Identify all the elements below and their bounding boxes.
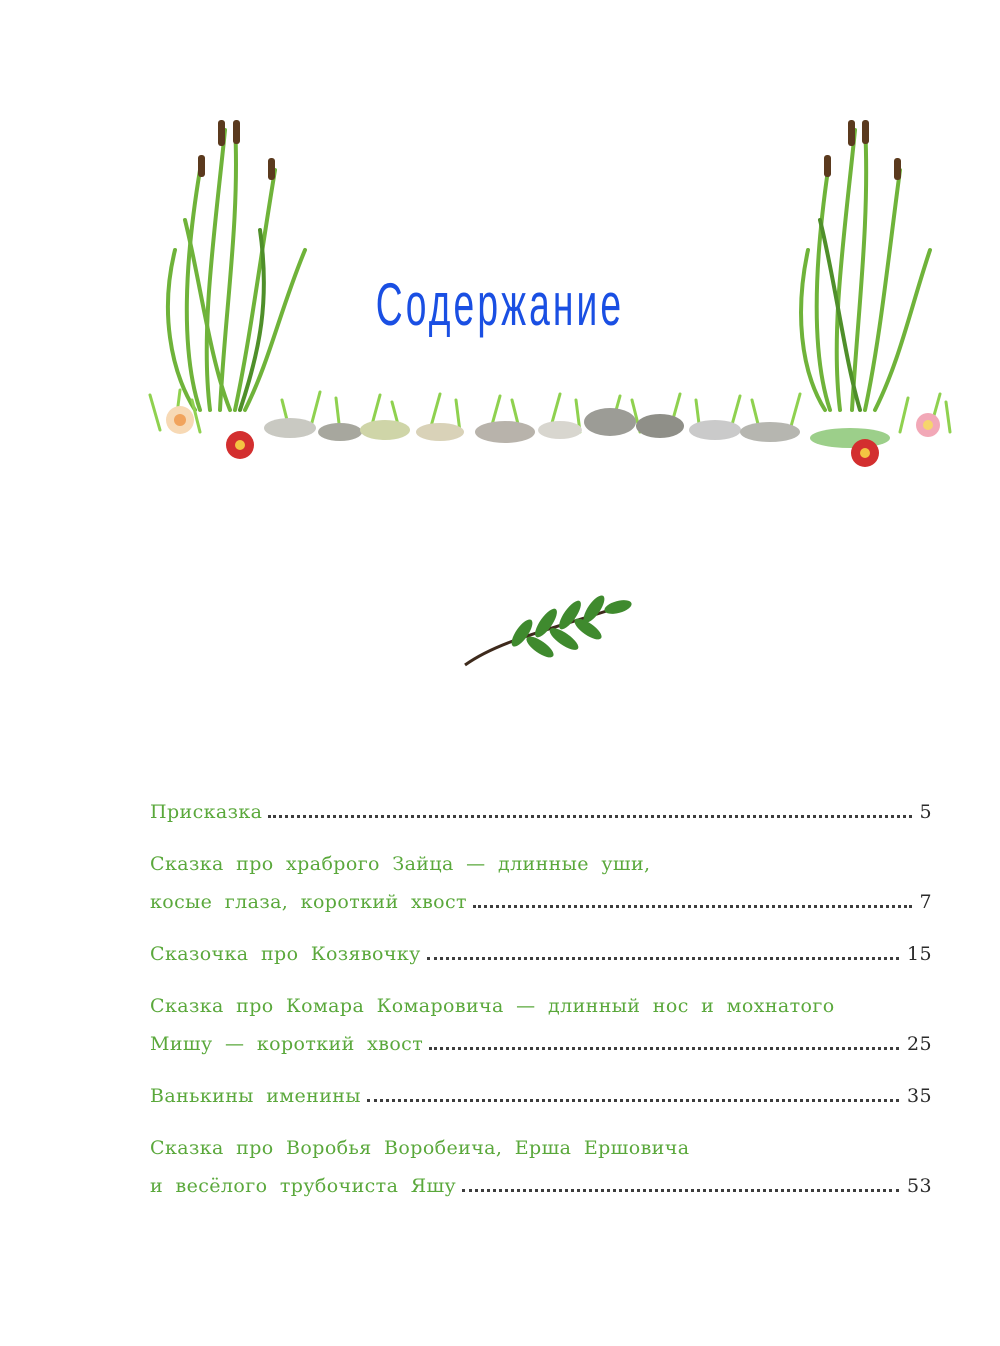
- dot-leader: [427, 956, 899, 960]
- toc-entry-title-continued: косые глаза, короткий хвост: [150, 891, 467, 913]
- left-reeds: [168, 125, 305, 410]
- dot-leader: [473, 904, 912, 908]
- water-lily-flower: [166, 406, 194, 434]
- dot-leader: [429, 1046, 899, 1050]
- toc-entry[interactable]: [150, 800, 932, 824]
- toc-entry-title-continued: и весёлого трубочиста Яшу: [150, 1175, 457, 1197]
- rowan-leaf-ornament: [460, 585, 640, 675]
- toc-page-number: 53: [907, 1175, 932, 1197]
- toc-page-number: 5: [919, 801, 932, 823]
- toc-entry-title: Сказка про храброго Зайца — длинные уши,: [150, 853, 651, 875]
- dot-leader: [367, 1098, 899, 1102]
- toc-entry[interactable]: [150, 942, 932, 966]
- page-title: Содержание: [375, 271, 625, 338]
- toc-page-number: 7: [919, 891, 932, 913]
- right-cattails: [824, 120, 901, 180]
- stone-row: [264, 408, 800, 443]
- toc-entry-title: Присказка: [150, 801, 263, 823]
- right-reeds: [801, 125, 930, 410]
- toc-page-number: 25: [907, 1033, 932, 1055]
- toc-page-number: 35: [907, 1085, 932, 1107]
- dot-leader: [268, 814, 911, 818]
- toc-entry-title-continued: Мишу — короткий хвост: [150, 1033, 424, 1055]
- dot-leader: [462, 1188, 899, 1192]
- water-lily-flower: [916, 413, 940, 437]
- toc-entry-title: Сказочка про Козявочку: [150, 943, 421, 965]
- toc-entry[interactable]: [150, 1084, 932, 1108]
- toc-entry[interactable]: [150, 1136, 932, 1198]
- red-flower: [226, 431, 254, 459]
- toc-entry-title: Сказка про Воробья Воробеича, Ерша Ершовича: [150, 1137, 690, 1159]
- red-flower: [851, 439, 879, 467]
- toc-entry-title: Ванькины именины: [150, 1085, 361, 1107]
- table-of-contents: [150, 800, 932, 1226]
- toc-page-number: 15: [907, 943, 932, 965]
- toc-entry[interactable]: [150, 994, 932, 1056]
- toc-entry[interactable]: [150, 852, 932, 914]
- lily-pad: [810, 428, 890, 448]
- toc-entry-title: Сказка про Комара Комаровича — длинный нос и мохнатого: [150, 995, 835, 1017]
